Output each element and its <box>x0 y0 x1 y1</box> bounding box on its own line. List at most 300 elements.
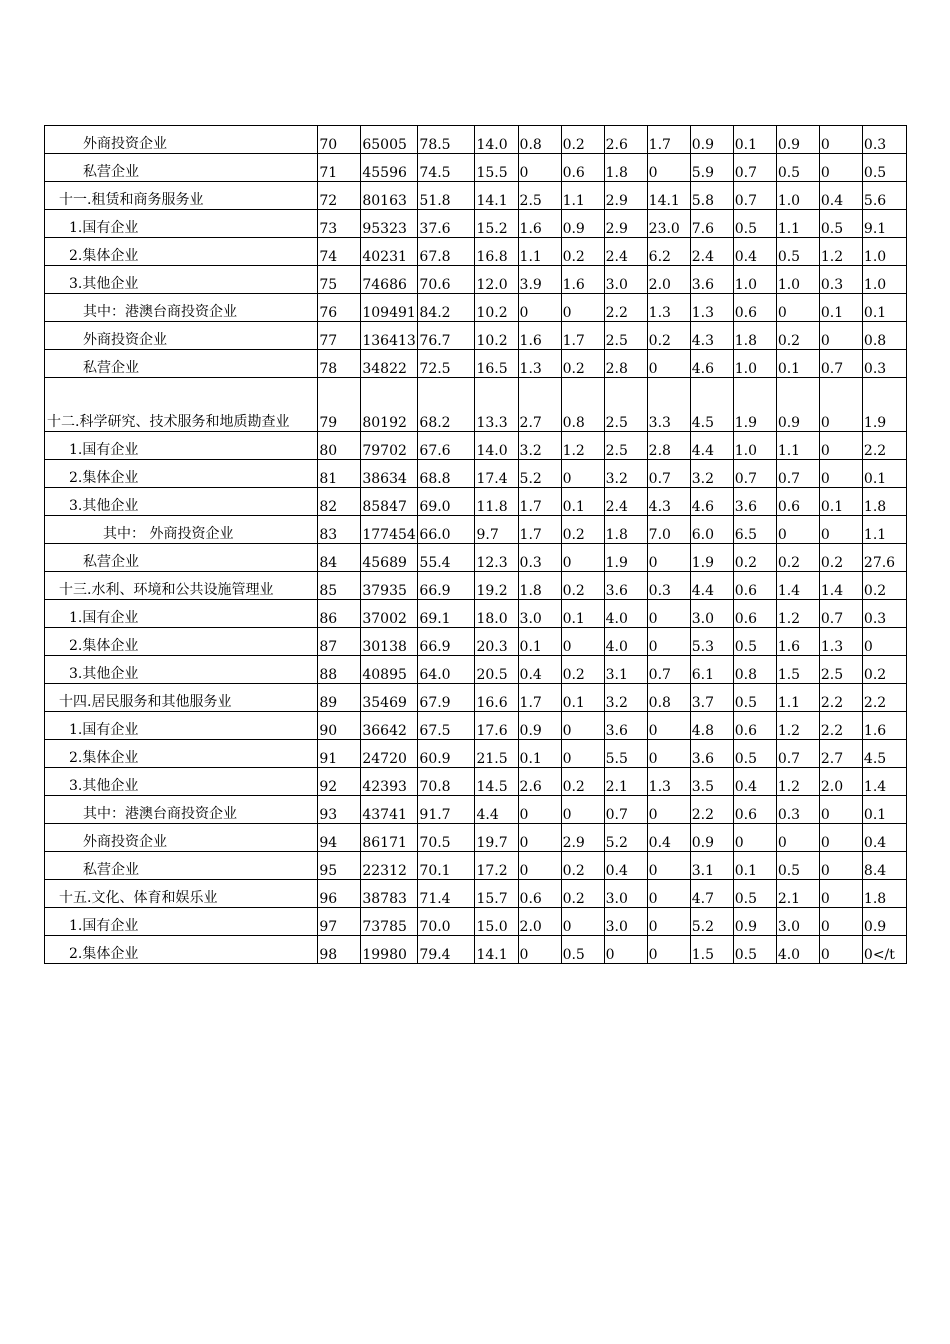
value-cell: 2.9 <box>604 182 647 210</box>
value-cell: 3.2 <box>604 460 647 488</box>
value-cell: 27.6 <box>862 544 906 572</box>
value-cell: 0.2 <box>561 572 604 600</box>
value-cell: 14.1 <box>475 936 518 964</box>
value-cell: 2.7 <box>518 378 561 432</box>
value-cell: 3.6 <box>604 712 647 740</box>
value-cell: 4.5 <box>690 378 733 432</box>
value-cell: 1.0 <box>776 182 819 210</box>
value-cell: 5.6 <box>862 182 906 210</box>
value-cell: 0.1 <box>518 628 561 656</box>
row-label-cell <box>45 768 318 796</box>
table-row <box>45 880 907 908</box>
value-cell: 2.5 <box>604 322 647 350</box>
value-cell: 4.3 <box>690 322 733 350</box>
value-cell: 0.8 <box>518 126 561 154</box>
value-cell: 1.2 <box>561 432 604 460</box>
table-row <box>45 684 907 712</box>
value-cell: 2.5 <box>518 182 561 210</box>
value-cell: 0.1 <box>862 460 906 488</box>
value-cell: 14.5 <box>475 768 518 796</box>
table-row <box>45 238 907 266</box>
value-cell: 10.2 <box>475 322 518 350</box>
value-cell: 0 <box>819 908 862 936</box>
value-cell: 0.6 <box>733 572 776 600</box>
row-label-cell <box>45 516 318 544</box>
row-label-cell <box>45 322 318 350</box>
value-cell: 0 <box>647 154 690 182</box>
value-cell: 5.3 <box>690 628 733 656</box>
row-label: 十五.文化、体育和娱乐业 <box>59 890 218 906</box>
value-cell: 0.7 <box>733 460 776 488</box>
value-cell: 0 <box>561 740 604 768</box>
value-cell: 4.8 <box>690 712 733 740</box>
value-cell: 0.1 <box>518 740 561 768</box>
value-cell: 0 <box>561 712 604 740</box>
value-cell: 0.4 <box>647 824 690 852</box>
row-number-cell: 92 <box>318 768 361 796</box>
value-cell: 1.9 <box>690 544 733 572</box>
value-cell: 4.4 <box>475 796 518 824</box>
value-cell: 68.8 <box>418 460 475 488</box>
row-number-cell: 73 <box>318 210 361 238</box>
value-cell: 1.0 <box>862 238 906 266</box>
value-cell: 109491 <box>361 294 418 322</box>
value-cell: 38783 <box>361 880 418 908</box>
value-cell: 0 <box>647 936 690 964</box>
row-label-cell <box>45 796 318 824</box>
table-row <box>45 740 907 768</box>
value-cell: 67.5 <box>418 712 475 740</box>
row-label: 其中：港澳台商投资企业 <box>83 304 237 320</box>
row-number-cell: 74 <box>318 238 361 266</box>
value-cell: 68.2 <box>418 378 475 432</box>
row-label: 1.国有企业 <box>69 220 139 236</box>
value-cell: 0.2 <box>776 544 819 572</box>
table-row <box>45 936 907 964</box>
value-cell: 91.7 <box>418 796 475 824</box>
row-label-cell <box>45 378 318 432</box>
value-cell: 0.3 <box>647 572 690 600</box>
value-cell: 0.1 <box>561 684 604 712</box>
value-cell: 0.5 <box>776 154 819 182</box>
value-cell: 3.6 <box>733 488 776 516</box>
value-cell: 0.4 <box>733 238 776 266</box>
value-cell: 65005 <box>361 126 418 154</box>
value-cell: 8.4 <box>862 852 906 880</box>
value-cell: 0 <box>647 544 690 572</box>
value-cell: 34822 <box>361 350 418 378</box>
value-cell: 0.1 <box>733 852 776 880</box>
value-cell: 0.6 <box>733 712 776 740</box>
value-cell: 0.3 <box>862 126 906 154</box>
row-label: 其中：港澳台商投资企业 <box>83 806 237 822</box>
table-row <box>45 712 907 740</box>
value-cell: 70.6 <box>418 266 475 294</box>
row-number-cell: 98 <box>318 936 361 964</box>
value-cell: 0 <box>776 516 819 544</box>
value-cell: 2.0 <box>518 908 561 936</box>
row-label: 十四.居民服务和其他服务业 <box>59 694 232 710</box>
value-cell: 2.5 <box>604 432 647 460</box>
value-cell: 0.9 <box>862 908 906 936</box>
row-label-cell <box>45 880 318 908</box>
value-cell: 1.0 <box>733 266 776 294</box>
value-cell: 0 <box>776 824 819 852</box>
value-cell: 0.7 <box>776 460 819 488</box>
value-cell: 1.4 <box>819 572 862 600</box>
value-cell: 43741 <box>361 796 418 824</box>
value-cell: 4.6 <box>690 488 733 516</box>
value-cell: 5.2 <box>690 908 733 936</box>
row-label-cell <box>45 852 318 880</box>
value-cell: 0 <box>862 628 906 656</box>
row-label-cell <box>45 740 318 768</box>
value-cell: 1.8 <box>604 154 647 182</box>
value-cell: 0.1 <box>776 350 819 378</box>
value-cell: 0.3 <box>819 266 862 294</box>
value-cell: 0 <box>819 154 862 182</box>
value-cell: 12.0 <box>475 266 518 294</box>
value-cell: 15.5 <box>475 154 518 182</box>
value-cell: 0 <box>819 432 862 460</box>
value-cell: 0.6 <box>776 488 819 516</box>
value-cell: 0.1 <box>819 488 862 516</box>
value-cell: 1.3 <box>690 294 733 322</box>
value-cell: 2.2 <box>604 294 647 322</box>
row-label-cell <box>45 182 318 210</box>
value-cell: 0.4 <box>819 182 862 210</box>
value-cell: 3.0 <box>604 266 647 294</box>
value-cell: 0.7 <box>776 740 819 768</box>
row-number-cell: 93 <box>318 796 361 824</box>
row-number-cell: 78 <box>318 350 361 378</box>
value-cell: 86171 <box>361 824 418 852</box>
value-cell: 5.8 <box>690 182 733 210</box>
table-row <box>45 182 907 210</box>
value-cell: 85847 <box>361 488 418 516</box>
value-cell: 1.1 <box>776 432 819 460</box>
row-number-cell: 75 <box>318 266 361 294</box>
value-cell: 19.7 <box>475 824 518 852</box>
value-cell: 3.1 <box>690 852 733 880</box>
row-label: 私营企业 <box>83 862 139 878</box>
row-label: 外商投资企业 <box>83 332 167 348</box>
value-cell: 1.6 <box>862 712 906 740</box>
value-cell: 1.2 <box>776 712 819 740</box>
value-cell: 0.2 <box>561 350 604 378</box>
value-cell: 17.6 <box>475 712 518 740</box>
value-cell: 0.3 <box>862 600 906 628</box>
value-cell: 0 <box>819 516 862 544</box>
table-row <box>45 350 907 378</box>
value-cell: 6.0 <box>690 516 733 544</box>
value-cell: 0.9 <box>733 908 776 936</box>
value-cell: 72.5 <box>418 350 475 378</box>
value-cell: 0 <box>518 852 561 880</box>
value-cell: 17.4 <box>475 460 518 488</box>
value-cell: 70.5 <box>418 824 475 852</box>
table-row <box>45 210 907 238</box>
value-cell: 60.9 <box>418 740 475 768</box>
value-cell: 2.4 <box>690 238 733 266</box>
value-cell: 80163 <box>361 182 418 210</box>
value-cell: 17.2 <box>475 852 518 880</box>
value-cell: 0 <box>604 936 647 964</box>
value-cell: 0.4 <box>518 656 561 684</box>
value-cell: 16.8 <box>475 238 518 266</box>
value-cell: 0.2 <box>561 768 604 796</box>
value-cell: 0.2 <box>561 126 604 154</box>
row-label-cell <box>45 572 318 600</box>
value-cell: 30138 <box>361 628 418 656</box>
value-cell: 66.9 <box>418 572 475 600</box>
value-cell: 0.2 <box>561 852 604 880</box>
value-cell: 0.2 <box>561 656 604 684</box>
value-cell: 0 <box>647 796 690 824</box>
value-cell: 7.6 <box>690 210 733 238</box>
row-number-cell: 85 <box>318 572 361 600</box>
value-cell: 1.9 <box>604 544 647 572</box>
row-label: 2.集体企业 <box>69 946 139 962</box>
value-cell: 0.7 <box>733 154 776 182</box>
value-cell: 3.3 <box>647 378 690 432</box>
value-cell: 1.7 <box>647 126 690 154</box>
value-cell: 0.7 <box>647 460 690 488</box>
table-row <box>45 378 907 432</box>
value-cell: 0.5 <box>733 880 776 908</box>
value-cell: 1.7 <box>518 488 561 516</box>
value-cell: 5.9 <box>690 154 733 182</box>
value-cell: 14.0 <box>475 126 518 154</box>
row-label-cell <box>45 824 318 852</box>
value-cell: 16.5 <box>475 350 518 378</box>
value-cell: 0 <box>647 350 690 378</box>
value-cell: 64.0 <box>418 656 475 684</box>
value-cell: 0.9 <box>776 126 819 154</box>
row-number-cell: 95 <box>318 852 361 880</box>
table-row <box>45 154 907 182</box>
table-row <box>45 908 907 936</box>
value-cell: 4.6 <box>690 350 733 378</box>
row-label: 2.集体企业 <box>69 750 139 766</box>
value-cell: 0 <box>647 880 690 908</box>
value-cell: 0.5 <box>776 238 819 266</box>
value-cell: 40895 <box>361 656 418 684</box>
value-cell: 14.1 <box>475 182 518 210</box>
value-cell: 0 <box>518 294 561 322</box>
value-cell: 0.6 <box>733 294 776 322</box>
value-cell: 0 <box>647 628 690 656</box>
value-cell: 0 <box>518 154 561 182</box>
value-cell: 0.5 <box>733 740 776 768</box>
value-cell: 2.8 <box>604 350 647 378</box>
row-label: 1.国有企业 <box>69 442 139 458</box>
value-cell: 71.4 <box>418 880 475 908</box>
table-row <box>45 126 907 154</box>
value-cell: 2.9 <box>604 210 647 238</box>
value-cell: 0 <box>819 824 862 852</box>
table-row <box>45 628 907 656</box>
value-cell: 0.6 <box>518 880 561 908</box>
value-cell: 2.2 <box>862 684 906 712</box>
value-cell: 3.0 <box>604 880 647 908</box>
row-label-cell <box>45 238 318 266</box>
value-cell: 0 <box>561 908 604 936</box>
value-cell: 1.2 <box>776 600 819 628</box>
value-cell: 3.7 <box>690 684 733 712</box>
value-cell: 0.8 <box>862 322 906 350</box>
value-cell: 1.1 <box>776 210 819 238</box>
value-cell: 2.1 <box>776 880 819 908</box>
value-cell: 3.9 <box>518 266 561 294</box>
value-cell: 0.4 <box>733 768 776 796</box>
value-cell: 0.5 <box>561 936 604 964</box>
value-cell: 37935 <box>361 572 418 600</box>
row-number-cell: 89 <box>318 684 361 712</box>
value-cell: 0.5 <box>733 684 776 712</box>
value-cell: 74686 <box>361 266 418 294</box>
value-cell: 0 <box>819 852 862 880</box>
value-cell: 0.5 <box>733 628 776 656</box>
table-row <box>45 294 907 322</box>
value-cell: 0.4 <box>862 824 906 852</box>
value-cell: 2.9 <box>561 824 604 852</box>
value-cell: 0.9 <box>690 126 733 154</box>
value-cell: 0 <box>647 600 690 628</box>
value-cell: 5.5 <box>604 740 647 768</box>
value-cell: 55.4 <box>418 544 475 572</box>
table-row <box>45 796 907 824</box>
value-cell: 1.7 <box>518 684 561 712</box>
value-cell: 20.5 <box>475 656 518 684</box>
value-cell: 0.2 <box>733 544 776 572</box>
value-cell: 2.6 <box>518 768 561 796</box>
row-number-cell: 76 <box>318 294 361 322</box>
value-cell: 35469 <box>361 684 418 712</box>
table-row <box>45 544 907 572</box>
value-cell: 1.0 <box>733 350 776 378</box>
row-number-cell: 82 <box>318 488 361 516</box>
row-label: 外商投资企业 <box>83 834 167 850</box>
value-cell: 0 <box>561 628 604 656</box>
value-cell: 0.2 <box>647 322 690 350</box>
row-label: 1.国有企业 <box>69 610 139 626</box>
row-number-cell: 83 <box>318 516 361 544</box>
value-cell: 10.2 <box>475 294 518 322</box>
row-label: 3.其他企业 <box>69 778 139 794</box>
row-label: 3.其他企业 <box>69 666 139 682</box>
row-label-cell <box>45 544 318 572</box>
row-number-cell: 96 <box>318 880 361 908</box>
value-cell: 0.2 <box>862 656 906 684</box>
row-number-cell: 77 <box>318 322 361 350</box>
value-cell: 1.2 <box>819 238 862 266</box>
row-label: 私营企业 <box>83 554 139 570</box>
value-cell: 66.9 <box>418 628 475 656</box>
table-row <box>45 852 907 880</box>
value-cell: 1.8 <box>862 880 906 908</box>
value-cell: 0.1 <box>862 294 906 322</box>
value-cell: 0.5 <box>733 936 776 964</box>
value-cell: 0.8 <box>733 656 776 684</box>
row-label: 1.国有企业 <box>69 722 139 738</box>
value-cell: 0.2 <box>819 544 862 572</box>
value-cell: 4.7 <box>690 880 733 908</box>
value-cell: 2.0 <box>819 768 862 796</box>
value-cell: 6.2 <box>647 238 690 266</box>
value-cell: 37.6 <box>418 210 475 238</box>
value-cell: 78.5 <box>418 126 475 154</box>
row-label: 1.国有企业 <box>69 918 139 934</box>
value-cell: 0 <box>561 544 604 572</box>
row-number-cell: 88 <box>318 656 361 684</box>
value-cell: 136413 <box>361 322 418 350</box>
value-cell: 3.2 <box>604 684 647 712</box>
value-cell: 3.0 <box>604 908 647 936</box>
row-label-cell <box>45 712 318 740</box>
value-cell: 4.0 <box>604 628 647 656</box>
row-label: 十一.租赁和商务服务业 <box>59 192 204 208</box>
value-cell: 2.1 <box>604 768 647 796</box>
table-row <box>45 824 907 852</box>
value-cell: 0.6 <box>733 796 776 824</box>
value-cell: 0.3 <box>518 544 561 572</box>
value-cell: 1.0 <box>733 432 776 460</box>
row-number-cell: 79 <box>318 378 361 432</box>
value-cell: 74.5 <box>418 154 475 182</box>
value-cell: 1.4 <box>862 768 906 796</box>
row-label: 私营企业 <box>83 360 139 376</box>
value-cell: 0 <box>733 824 776 852</box>
table-row <box>45 516 907 544</box>
value-cell: 15.2 <box>475 210 518 238</box>
value-cell: 1.6 <box>561 266 604 294</box>
value-cell: 1.2 <box>776 768 819 796</box>
row-number-cell: 70 <box>318 126 361 154</box>
value-cell: 0 <box>819 880 862 908</box>
value-cell: 0.7 <box>647 656 690 684</box>
value-cell: 0 <box>561 460 604 488</box>
value-cell: 3.6 <box>690 740 733 768</box>
value-cell: 3.6 <box>690 266 733 294</box>
value-cell: 45689 <box>361 544 418 572</box>
value-cell: 0.9 <box>561 210 604 238</box>
value-cell: 2.4 <box>604 488 647 516</box>
value-cell: 79.4 <box>418 936 475 964</box>
value-cell: 42393 <box>361 768 418 796</box>
value-cell: 23.0 <box>647 210 690 238</box>
row-number-cell: 84 <box>318 544 361 572</box>
value-cell: 95323 <box>361 210 418 238</box>
value-cell: 14.1 <box>647 182 690 210</box>
value-cell: 69.0 <box>418 488 475 516</box>
value-cell: 1.6 <box>518 210 561 238</box>
value-cell: 67.8 <box>418 238 475 266</box>
value-cell: 0.9 <box>690 824 733 852</box>
row-label-cell <box>45 154 318 182</box>
value-cell: 1.4 <box>776 572 819 600</box>
row-label-cell <box>45 460 318 488</box>
value-cell: 1.5 <box>690 936 733 964</box>
value-cell: 0.2 <box>561 516 604 544</box>
value-cell: 1.3 <box>647 768 690 796</box>
value-cell: 3.2 <box>518 432 561 460</box>
value-cell: 0.7 <box>604 796 647 824</box>
value-cell: 69.1 <box>418 600 475 628</box>
table-row <box>45 488 907 516</box>
value-cell: 0.6 <box>733 600 776 628</box>
table-row <box>45 322 907 350</box>
